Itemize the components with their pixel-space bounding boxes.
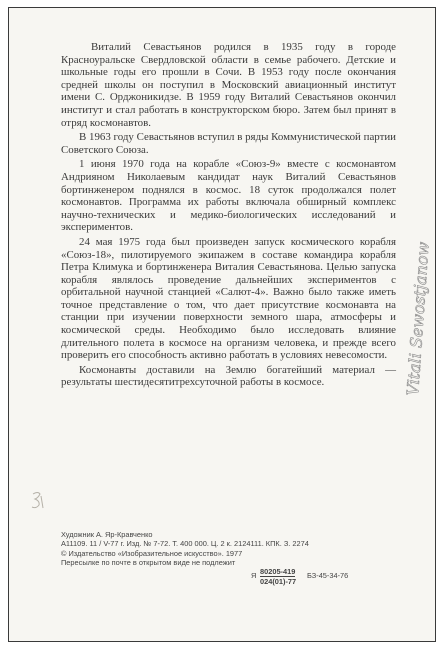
paragraph-birth: Виталий Севастьянов родился в 1935 году в городе Красноуральске Свердловской области в семье рабочего. Детские и школьные годы его прошли в Сочи. В 1953 году после окончания средней школы он поступил в Московский авиационный институт имени С. Орджоникидзе. В 1959 году Виталий Севастьянов окончил институт и стал работать в конструкторском бюро. Затем был принят в отряд космонавтов.: [61, 41, 396, 129]
code-denominator: 024(01)-77: [260, 577, 297, 586]
biography-text: [61, 41, 396, 391]
catalog-number: БЗ-45-34-76: [307, 571, 349, 580]
handwritten-name: Vitali Sewostjanow: [403, 241, 433, 397]
paragraph-party: В 1963 году Севастьянов вступил в ряды Коммунистической партии Советского Союза.: [61, 131, 396, 156]
paragraph-soyuz-18: 24 мая 1975 года был произведен запуск космического корабля «Союз-18», пилотируемого экипажем в составе командира корабля Петра Климука и бортинженера Виталия Севастьянова. Целью запуска корабля являлось проведение дальнейших экспериментов с орбитальной научной станцией «Салют-4». Важно было также иметь точное представление о том, что дает присутствие космонавта на станции при изучении поверхности земного шара, атмосферы и космической среды. Необходимо было исследовать влияние длительного полета в космосе на организм человека, и прежде всего проверить его способность активно работать в условиях невесомости.: [61, 235, 396, 362]
postcard-back: [8, 7, 436, 642]
mailing-note: Пересылке по почте в открытом виде не подлежит: [61, 558, 236, 568]
code-numerator: 80205-419: [260, 567, 296, 576]
handwritten-inscription: [397, 228, 433, 398]
code-prefix: Я: [251, 571, 257, 580]
copyright-line: © Издательство «Изобразительное искусство». 1977: [61, 548, 243, 558]
pencil-mark-icon: [30, 490, 44, 512]
print-details: А11109. 11 / V-77 г. Изд. № 7-72. Т. 400 000. Ц. 2 к. 2124111. КПК. З. 2274: [61, 539, 309, 549]
artist-credit: Художник А. Яр-Кравченко: [61, 530, 153, 539]
publisher-imprint: [61, 530, 401, 586]
paragraph-soyuz-9: 1 июня 1970 года на корабле «Союз-9» вместе с космонавтом Андрияном Николаевым кандидат наук Виталий Севастьянов бортинженером поднялся в космос. 18 суток продолжался полет космонавтов. Программа их работы включала обширный комплекс научно-технических и медико-биологических исследований и экспериментов.: [61, 158, 396, 234]
paragraph-results: Космонавты доставили на Землю богатейший материал — результаты шестидесятитрехсуточной работы в космосе.: [61, 363, 396, 389]
